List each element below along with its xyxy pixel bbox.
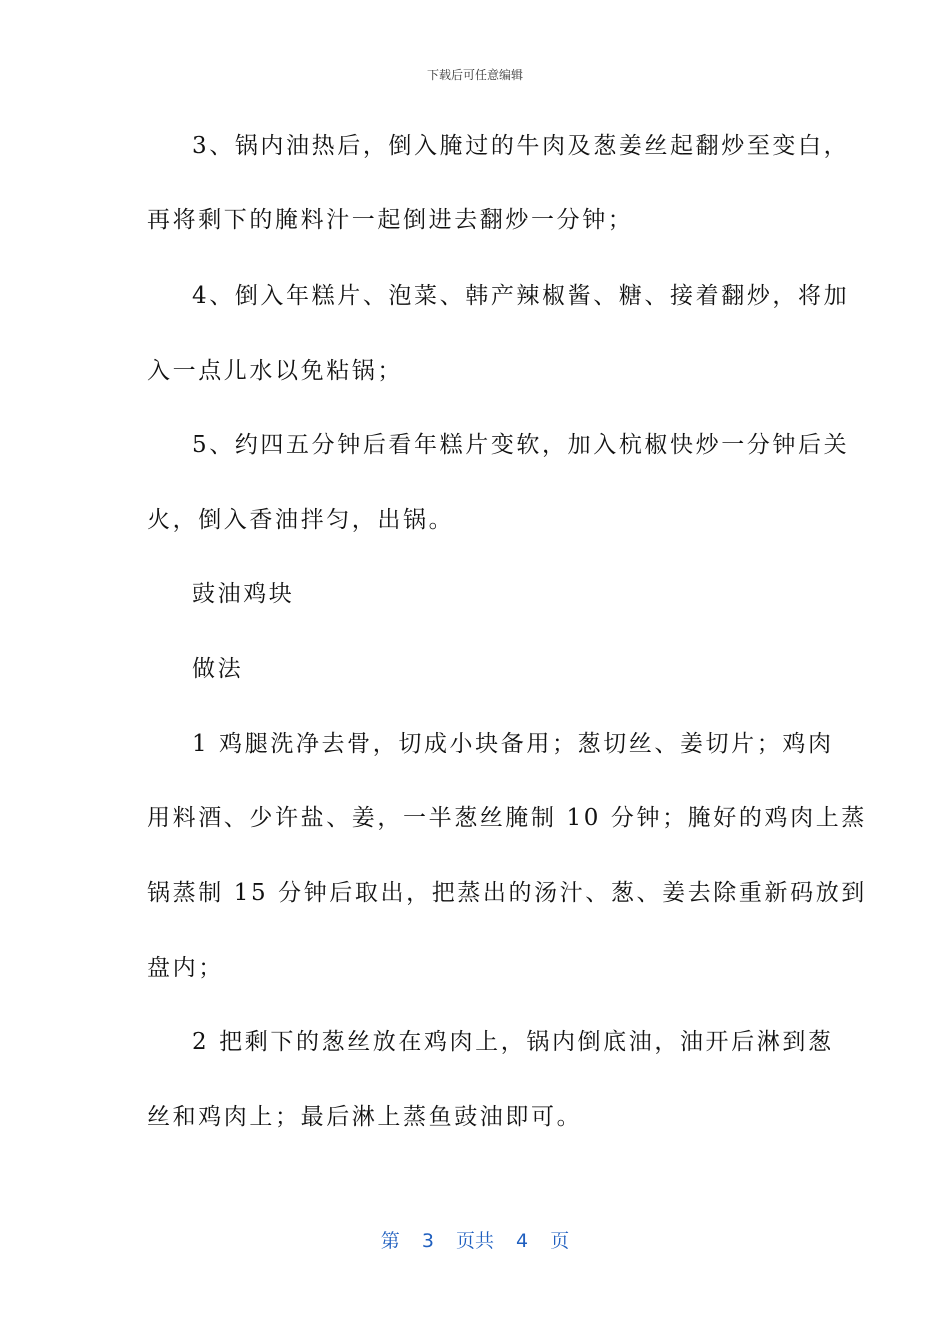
page-header-note: 下载后可任意编辑	[426, 68, 523, 82]
paragraph-line: 1 鸡腿洗净去骨，切成小块备用；葱切丝、姜切片；鸡肉	[192, 731, 834, 757]
paragraph-line: 再将剩下的腌料汁一起倒进去翻炒一分钟；	[147, 207, 634, 233]
page-total: 4	[516, 1230, 529, 1252]
paragraph-line: 丝和鸡肉上；最后淋上蒸鱼豉油即可。	[147, 1104, 583, 1130]
page-prefix: 第	[380, 1230, 400, 1252]
page-current: 3	[421, 1230, 434, 1252]
paragraph-line: 锅蒸制 15 分钟后取出，把蒸出的汤汁、葱、姜去除重新码放到	[147, 880, 867, 906]
paragraph-line: 盘内；	[147, 955, 224, 981]
paragraph-line: 3、锅内油热后，倒入腌过的牛肉及葱姜丝起翻炒至变白，	[192, 133, 850, 159]
paragraph-line: 火，倒入香油拌匀，出锅。	[147, 507, 455, 533]
page-number-footer	[0, 1226, 950, 1253]
page-suffix: 页	[550, 1230, 570, 1252]
page-middle: 页共	[455, 1230, 494, 1252]
paragraph-line: 2 把剩下的葱丝放在鸡肉上，锅内倒底油，油开后淋到葱	[192, 1029, 834, 1055]
section-subtitle: 做法	[192, 656, 244, 682]
paragraph-line: 入一点儿水以免粘锅；	[147, 358, 403, 384]
paragraph-line: 用料酒、少许盐、姜，一半葱丝腌制 10 分钟；腌好的鸡肉上蒸	[147, 805, 867, 831]
section-title: 豉油鸡块	[192, 581, 295, 607]
paragraph-line: 5、约四五分钟后看年糕片变软，加入杭椒快炒一分钟后关	[192, 432, 850, 458]
paragraph-line: 4、倒入年糕片、泡菜、韩产辣椒酱、糖、接着翻炒，将加	[192, 283, 850, 309]
